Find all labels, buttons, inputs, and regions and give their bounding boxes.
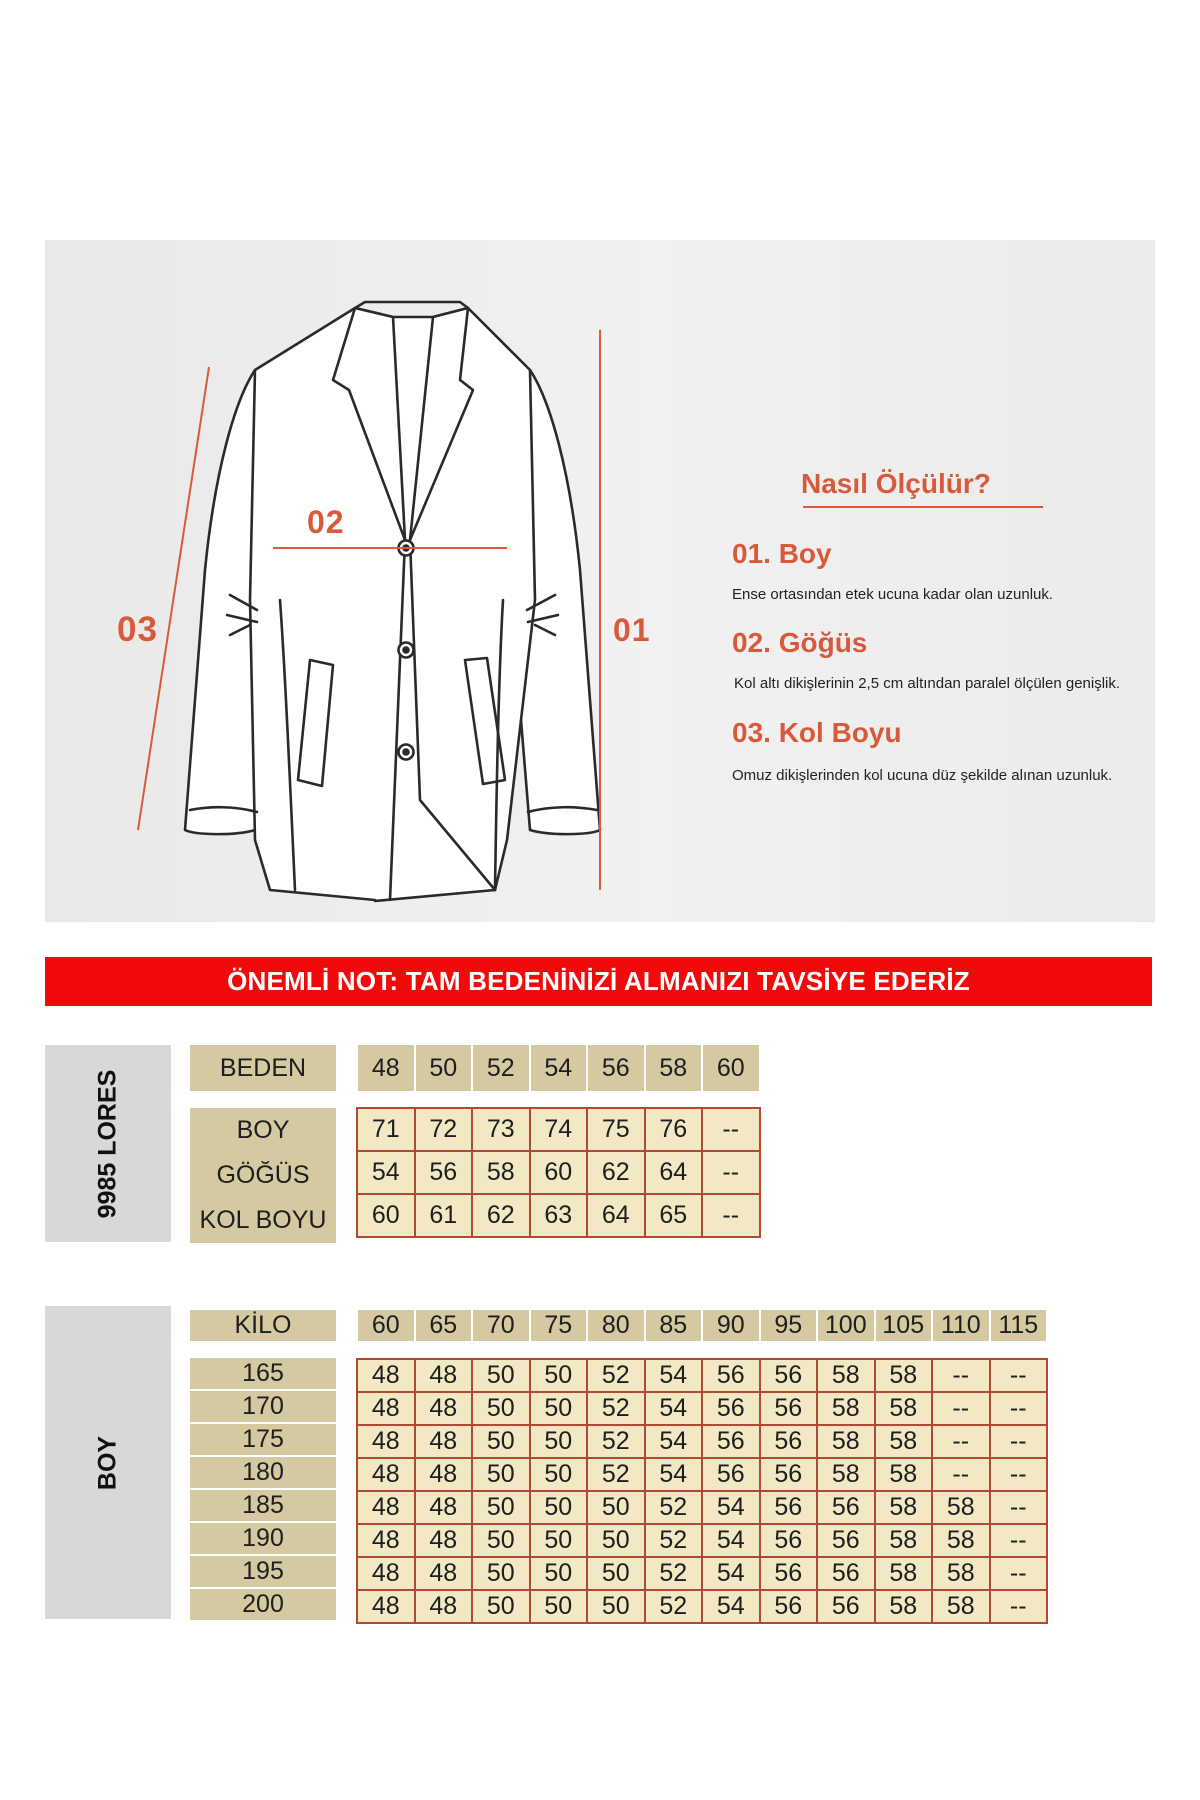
height-row-label: 175: [190, 1424, 336, 1455]
fit-cell: 52: [587, 1425, 645, 1458]
fit-cell: 58: [932, 1557, 990, 1590]
fit-cell: 50: [472, 1425, 530, 1458]
fit-cell: --: [990, 1392, 1048, 1425]
size-row: [357, 1194, 760, 1237]
fit-cell: 58: [932, 1590, 990, 1623]
fit-cell: 54: [645, 1359, 703, 1392]
fit-cell: 50: [530, 1557, 588, 1590]
fit-cell: 58: [817, 1392, 875, 1425]
measure-desc-boy: Ense ortasından etek ucuna kadar olan uzunluk.: [732, 586, 1054, 603]
fit-cell: 48: [415, 1425, 473, 1458]
size-cell: 65: [645, 1194, 703, 1237]
measure-desc-kol-boyu: Omuz dikişlerinden kol ucuna düz şekilde alınan uzunluk.: [732, 767, 1113, 784]
fit-cell: --: [990, 1524, 1048, 1557]
fit-cell: 50: [472, 1392, 530, 1425]
size-cell: 73: [472, 1108, 530, 1151]
fit-cell: 48: [415, 1557, 473, 1590]
fit-row: [357, 1557, 1047, 1590]
weight-header-cell: 80: [588, 1310, 646, 1341]
fit-cell: 54: [645, 1458, 703, 1491]
fit-row: [357, 1392, 1047, 1425]
fit-cell: 50: [472, 1590, 530, 1623]
row-label-kol-boyu: KOL BOYU: [190, 1198, 336, 1243]
fit-cell: 48: [415, 1491, 473, 1524]
fit-cell: --: [990, 1590, 1048, 1623]
kilo-header: KİLO: [190, 1310, 336, 1341]
fit-cell: 50: [530, 1590, 588, 1623]
size-cell: 58: [472, 1151, 530, 1194]
height-axis-label: BOY: [93, 1435, 122, 1490]
weight-header-cell: 110: [933, 1310, 991, 1341]
fit-cell: 58: [875, 1458, 933, 1491]
fit-cell: 56: [760, 1392, 818, 1425]
fit-cell: 58: [817, 1458, 875, 1491]
fit-cell: 50: [472, 1458, 530, 1491]
fit-cell: 54: [702, 1590, 760, 1623]
size-cell: 60: [357, 1194, 415, 1237]
fit-cell: --: [932, 1458, 990, 1491]
size-cell: 62: [587, 1151, 645, 1194]
fit-row: [357, 1425, 1047, 1458]
fit-cell: 58: [932, 1491, 990, 1524]
fit-cell: 56: [702, 1425, 760, 1458]
fit-cell: 48: [357, 1491, 415, 1524]
beden-header: BEDEN: [190, 1045, 336, 1091]
fit-cell: 52: [587, 1359, 645, 1392]
fit-cell: 50: [530, 1392, 588, 1425]
fit-cell: 50: [587, 1590, 645, 1623]
size-header-cell: 56: [588, 1045, 646, 1091]
height-row-label: 165: [190, 1358, 336, 1389]
size-cell: 54: [357, 1151, 415, 1194]
fit-cell: 56: [817, 1491, 875, 1524]
weight-header-row: [358, 1310, 1048, 1341]
weight-header-cell: 105: [876, 1310, 934, 1341]
fit-row: [357, 1458, 1047, 1491]
fit-cell: --: [932, 1359, 990, 1392]
size-header-cell: 52: [473, 1045, 531, 1091]
fit-cell: 52: [587, 1458, 645, 1491]
size-cell: 76: [645, 1108, 703, 1151]
fit-cell: 48: [415, 1458, 473, 1491]
chest-marker-label: 02: [307, 504, 345, 540]
height-row-label: 190: [190, 1523, 336, 1554]
size-cell: 72: [415, 1108, 473, 1151]
fit-cell: 56: [760, 1359, 818, 1392]
fit-cell: --: [990, 1359, 1048, 1392]
fit-cell: 56: [760, 1425, 818, 1458]
fit-cell: 48: [357, 1590, 415, 1623]
size-cell: 60: [530, 1151, 588, 1194]
fit-cell: 48: [357, 1458, 415, 1491]
how-to-measure: [685, 240, 1155, 922]
fit-cell: 56: [760, 1458, 818, 1491]
model-code: 9985 LORES: [93, 1069, 122, 1218]
fit-cell: 50: [530, 1425, 588, 1458]
fit-cell: 56: [760, 1524, 818, 1557]
weight-header-cell: 100: [818, 1310, 876, 1341]
fit-cell: 58: [932, 1524, 990, 1557]
size-measure-grid: [356, 1107, 761, 1238]
size-cell: 75: [587, 1108, 645, 1151]
fit-cell: 54: [645, 1392, 703, 1425]
fit-cell: 48: [415, 1524, 473, 1557]
fit-cell: 48: [357, 1392, 415, 1425]
fit-cell: 58: [875, 1491, 933, 1524]
important-note-banner: ÖNEMLİ NOT: TAM BEDENİNİZİ ALMANIZI TAVSİYE EDERİZ: [45, 957, 1152, 1006]
fit-cell: 56: [760, 1491, 818, 1524]
fit-cell: 56: [817, 1557, 875, 1590]
sleeve-marker-label: 03: [117, 610, 158, 649]
fit-cell: 56: [760, 1590, 818, 1623]
size-header-cell: 58: [646, 1045, 704, 1091]
row-label-boy: BOY: [190, 1108, 336, 1153]
height-row-label: 200: [190, 1589, 336, 1620]
height-row-label: 180: [190, 1457, 336, 1488]
fit-cell: 50: [530, 1524, 588, 1557]
size-cell: --: [702, 1151, 760, 1194]
fit-cell: 50: [530, 1491, 588, 1524]
fit-cell: 52: [587, 1392, 645, 1425]
size-cell: 61: [415, 1194, 473, 1237]
fit-cell: 58: [817, 1359, 875, 1392]
size-row: [357, 1151, 760, 1194]
fit-cell: 54: [645, 1425, 703, 1458]
fit-cell: --: [932, 1392, 990, 1425]
fit-cell: 54: [702, 1557, 760, 1590]
fit-cell: 54: [702, 1491, 760, 1524]
fit-cell: 50: [530, 1458, 588, 1491]
size-row: [357, 1108, 760, 1151]
title-underline: [803, 506, 1043, 508]
how-to-title: Nasıl Ölçülür?: [801, 468, 991, 499]
fit-cell: 48: [415, 1359, 473, 1392]
fit-cell: 48: [357, 1524, 415, 1557]
fit-cell: 58: [875, 1590, 933, 1623]
weight-header-cell: 90: [703, 1310, 761, 1341]
size-cell: 64: [645, 1151, 703, 1194]
weight-header-cell: 60: [358, 1310, 416, 1341]
fit-cell: 54: [702, 1524, 760, 1557]
measure-desc-gogus: Kol altı dikişlerinin 2,5 cm altından paralel ölçülen genişlik.: [734, 675, 1121, 692]
fit-cell: 56: [817, 1590, 875, 1623]
fit-cell: 58: [875, 1359, 933, 1392]
fit-cell: 48: [357, 1557, 415, 1590]
fit-table-side-label: [45, 1306, 171, 1619]
fit-cell: 48: [357, 1359, 415, 1392]
weight-header-cell: 85: [646, 1310, 704, 1341]
size-cell: 63: [530, 1194, 588, 1237]
size-header-cell: 50: [416, 1045, 474, 1091]
height-row-label: 170: [190, 1391, 336, 1422]
fit-cell: 56: [702, 1359, 760, 1392]
size-table-side-label: [45, 1045, 171, 1242]
length-marker-label: 01: [613, 612, 651, 648]
fit-cell: 52: [645, 1590, 703, 1623]
weight-header-cell: 70: [473, 1310, 531, 1341]
weight-header-cell: 75: [531, 1310, 589, 1341]
weight-header-cell: 95: [761, 1310, 819, 1341]
fit-cell: 56: [760, 1557, 818, 1590]
fit-cell: 50: [472, 1557, 530, 1590]
fit-cell: 58: [875, 1392, 933, 1425]
fit-cell: 58: [817, 1425, 875, 1458]
fit-cell: 58: [875, 1557, 933, 1590]
fit-cell: 50: [587, 1491, 645, 1524]
fit-cell: 48: [357, 1425, 415, 1458]
fit-row: [357, 1590, 1047, 1623]
fit-cell: 50: [472, 1524, 530, 1557]
fit-row: [357, 1359, 1047, 1392]
row-label-gogus: GÖĞÜS: [190, 1153, 336, 1198]
fit-cell: 56: [702, 1458, 760, 1491]
fit-cell: 58: [875, 1425, 933, 1458]
measure-heading-boy: 01. Boy: [732, 538, 832, 569]
fit-cell: 50: [530, 1359, 588, 1392]
size-cell: 64: [587, 1194, 645, 1237]
fit-cell: 52: [645, 1524, 703, 1557]
fit-cell: 56: [702, 1392, 760, 1425]
size-header-cell: 60: [703, 1045, 761, 1091]
size-cell: 74: [530, 1108, 588, 1151]
fit-cell: --: [990, 1458, 1048, 1491]
fit-cell: 48: [415, 1392, 473, 1425]
fit-cell: 50: [587, 1557, 645, 1590]
size-cell: 71: [357, 1108, 415, 1151]
weight-header-cell: 115: [991, 1310, 1049, 1341]
fit-row: [357, 1491, 1047, 1524]
size-cell: 56: [415, 1151, 473, 1194]
fit-cell: --: [932, 1425, 990, 1458]
fit-cell: --: [990, 1491, 1048, 1524]
fit-size-grid: [356, 1358, 1048, 1624]
fit-cell: 50: [472, 1491, 530, 1524]
fit-cell: 56: [817, 1524, 875, 1557]
size-header-cell: 48: [358, 1045, 416, 1091]
fit-cell: 58: [875, 1524, 933, 1557]
height-row-label: 195: [190, 1556, 336, 1587]
fit-cell: 50: [472, 1359, 530, 1392]
measure-heading-gogus: 02. Göğüs: [732, 627, 868, 658]
size-cell: --: [702, 1108, 760, 1151]
fit-cell: 48: [415, 1590, 473, 1623]
size-cell: 62: [472, 1194, 530, 1237]
height-row-label: 185: [190, 1490, 336, 1521]
size-header-row: [358, 1045, 761, 1091]
fit-cell: --: [990, 1557, 1048, 1590]
size-header-cell: 54: [531, 1045, 589, 1091]
fit-cell: 52: [645, 1557, 703, 1590]
fit-cell: --: [990, 1425, 1048, 1458]
fit-cell: 52: [645, 1491, 703, 1524]
weight-header-cell: 65: [416, 1310, 474, 1341]
measure-heading-kol-boyu: 03. Kol Boyu: [732, 717, 902, 748]
measurement-diagram: [45, 240, 1155, 922]
size-cell: --: [702, 1194, 760, 1237]
fit-row: [357, 1524, 1047, 1557]
fit-cell: 50: [587, 1524, 645, 1557]
